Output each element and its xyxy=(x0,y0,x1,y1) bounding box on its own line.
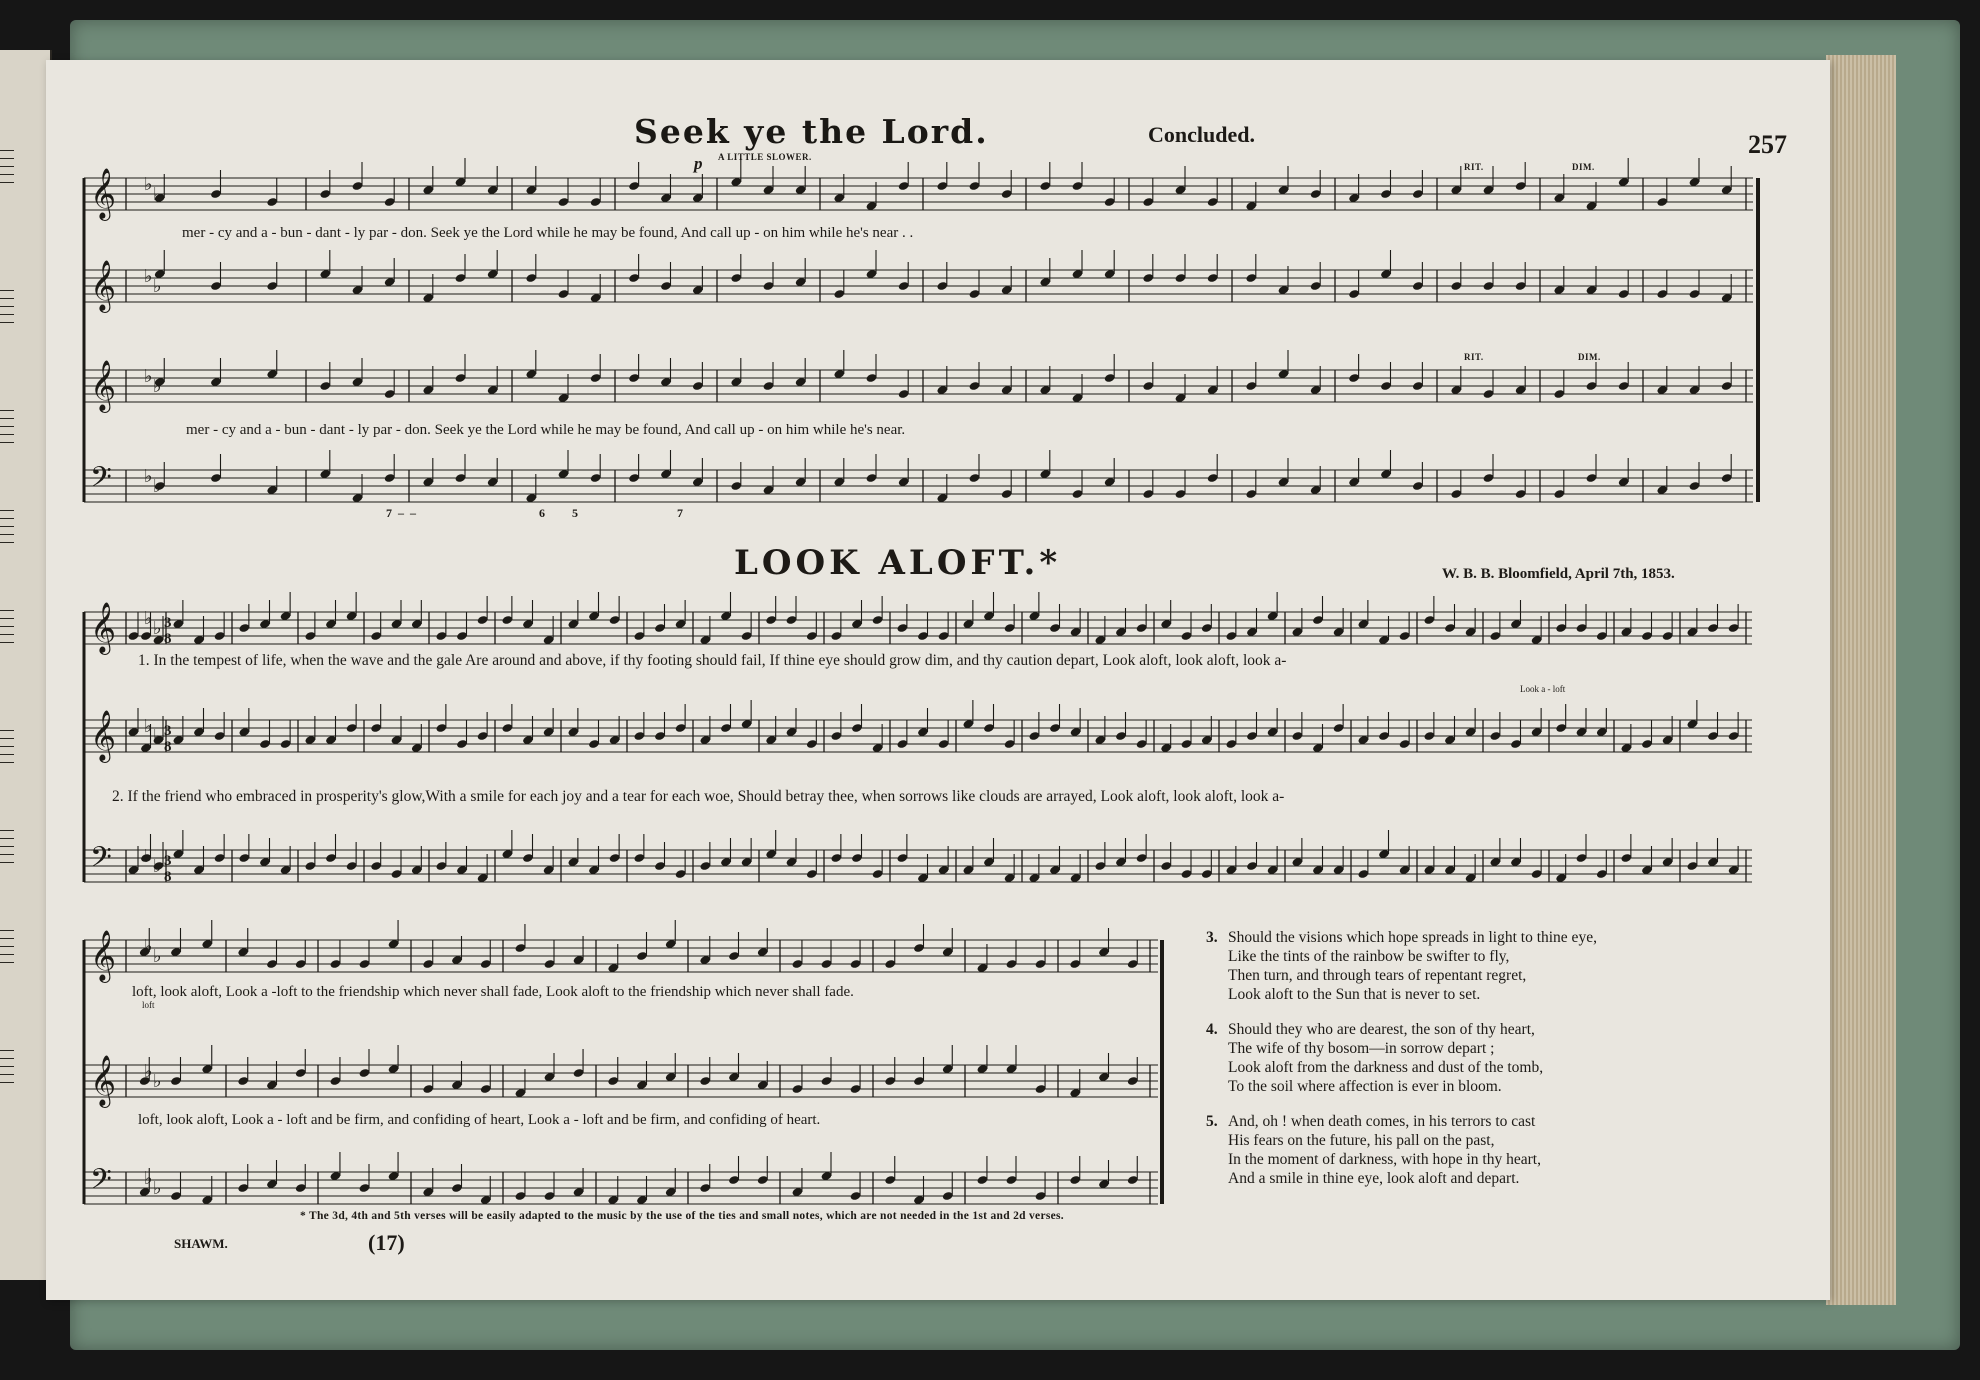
verse-number: 3. xyxy=(1206,929,1218,946)
verse-number: 5. xyxy=(1206,1113,1218,1130)
rit-marking: RIT. xyxy=(1464,162,1484,172)
verse-2-line: 2. If the friend who embraced in prosperity's glow,With a smile for each joy and a tear for each woe, Should betray thee, when sorrows like clouds are arrayed, Look aloft, look aloft, look a- xyxy=(112,788,1285,805)
verse-line: The wife of thy bosom—in sorrow depart ; xyxy=(1228,1040,1495,1057)
flat-sign: ♭ xyxy=(153,184,162,205)
flat-sign: ♭ xyxy=(153,476,162,497)
figured-bass: 7 – – 6 5 7 xyxy=(386,506,683,520)
time-signature: 8 xyxy=(164,869,172,885)
flat-sign: ♭ xyxy=(153,1178,162,1199)
treble-clef: 𝄞 xyxy=(90,710,117,761)
previous-page-edge xyxy=(0,50,52,1280)
hymn-title-look: LOOK ALOFT.* xyxy=(734,543,1062,583)
flat-sign: ♭ xyxy=(144,466,153,487)
bass-clef: 𝄢 xyxy=(90,461,112,501)
signature-number: (17) xyxy=(368,1230,405,1255)
tempo-direction: A LITTLE SLOWER. xyxy=(718,152,812,162)
verse-line: In the moment of darkness, with hope in thy heart, xyxy=(1228,1151,1541,1168)
dim-marking-alto: DIM. xyxy=(1578,352,1601,362)
hymnal-page xyxy=(46,60,1830,1300)
verse-line: Look aloft to the Sun that is never to set. xyxy=(1228,986,1481,1003)
flat-sign: ♭ xyxy=(144,1061,153,1082)
footnote: * The 3d, 4th and 5th verses will be easily adapted to the music by the use of the ties and small notes, which are not needed in the 1st and 2d verses. xyxy=(300,1210,1064,1222)
flat-sign: ♭ xyxy=(153,946,162,967)
lyrics-alto-1: mer - cy and a - bun - dant - ly par - don. Seek ye the Lord while he may be found, And call up - on him while he's near. xyxy=(186,422,906,438)
hymn-subtitle: Concluded. xyxy=(1148,122,1255,147)
flat-sign: ♭ xyxy=(153,618,162,639)
verse-5 xyxy=(1206,1112,1541,1188)
continuation-line-1: loft, look aloft, Look a -loft to the friendship which never shall fade, Look aloft to the friendship which never shall fade. xyxy=(132,984,854,1000)
treble-clef: 𝄞 xyxy=(90,1055,117,1106)
hymn-title-seek: Seek ye the Lord. xyxy=(634,112,989,151)
verse-line: Should they who are dearest, the son of thy heart, xyxy=(1228,1021,1535,1038)
bass-clef: 𝄢 xyxy=(90,1163,112,1203)
dim-marking: DIM. xyxy=(1572,162,1595,172)
verse-line: And, oh ! when death comes, in his terrors to cast xyxy=(1228,1113,1536,1130)
flat-sign: ♭ xyxy=(144,846,153,867)
rit-marking-alto: RIT. xyxy=(1464,352,1484,362)
flat-sign: ♭ xyxy=(153,1071,162,1092)
small-word-loft: loft xyxy=(142,1000,155,1010)
flat-sign: ♭ xyxy=(153,726,162,747)
verse-line: Then turn, and through tears of repentant regret, xyxy=(1228,967,1527,984)
dynamic-marking: p xyxy=(694,154,703,173)
treble-clef: 𝄞 xyxy=(90,260,117,311)
flat-sign: ♭ xyxy=(144,174,153,195)
continuation-line-2: loft, look aloft, Look a - loft and be firm, and confiding of heart, Look a - loft and be firm, and confiding of heart. xyxy=(138,1112,821,1128)
publisher-mark: SHAWM. xyxy=(174,1236,228,1251)
verse-line: And a smile in thine eye, look aloft and depart. xyxy=(1228,1170,1520,1187)
verse-3 xyxy=(1206,928,1597,1004)
verse-line: His fears on the future, his pall on the past, xyxy=(1228,1132,1495,1149)
lyrics-treble-1: mer - cy and a - bun - dant - ly par - don. Seek ye the Lord while he may be found, And call up - on him while he's near . . xyxy=(182,225,914,241)
flat-sign: ♭ xyxy=(144,936,153,957)
time-signature: 8 xyxy=(164,631,172,647)
flat-sign: ♭ xyxy=(153,856,162,877)
verse-line: Should the visions which hope spreads in light to thine eye, xyxy=(1228,929,1597,946)
bass-clef: 𝄢 xyxy=(90,841,112,881)
treble-clef: 𝄞 xyxy=(90,168,117,219)
time-signature: 3 xyxy=(164,615,172,631)
flat-sign: ♭ xyxy=(144,1168,153,1189)
treble-clef: 𝄞 xyxy=(90,602,117,653)
flat-sign: ♭ xyxy=(153,376,162,397)
flat-sign: ♭ xyxy=(144,266,153,287)
flat-sign: ♭ xyxy=(144,366,153,387)
hymn-author: W. B. B. Bloomfield, April 7th, 1853. xyxy=(1442,566,1675,582)
time-signature: 3 xyxy=(164,723,172,739)
page-number: 257 xyxy=(1748,130,1787,159)
page-block-edge xyxy=(1826,55,1896,1305)
verse-line: To the soil where affection is ever in bloom. xyxy=(1228,1078,1502,1095)
flat-sign: ♭ xyxy=(144,608,153,629)
verse-number: 4. xyxy=(1206,1021,1218,1038)
verse-line: Look aloft from the darkness and dust of the tomb, xyxy=(1228,1059,1544,1076)
treble-clef: 𝄞 xyxy=(90,360,117,411)
verse-4 xyxy=(1206,1020,1543,1096)
flat-sign: ♭ xyxy=(144,716,153,737)
time-signature: 8 xyxy=(164,739,172,755)
treble-clef: 𝄞 xyxy=(90,930,117,981)
verse-1-line: 1. In the tempest of life, when the wave and the gale Are around and above, if thy footing should fail, If thine eye should grow dim, and thy caution depart, Look aloft, look aloft, look a- xyxy=(138,652,1287,669)
flat-sign: ♭ xyxy=(153,276,162,297)
verse-line: Like the tints of the rainbow be swifter to fly, xyxy=(1228,948,1510,965)
time-signature: 3 xyxy=(164,853,172,869)
small-words: Look a - loft xyxy=(1520,684,1566,694)
